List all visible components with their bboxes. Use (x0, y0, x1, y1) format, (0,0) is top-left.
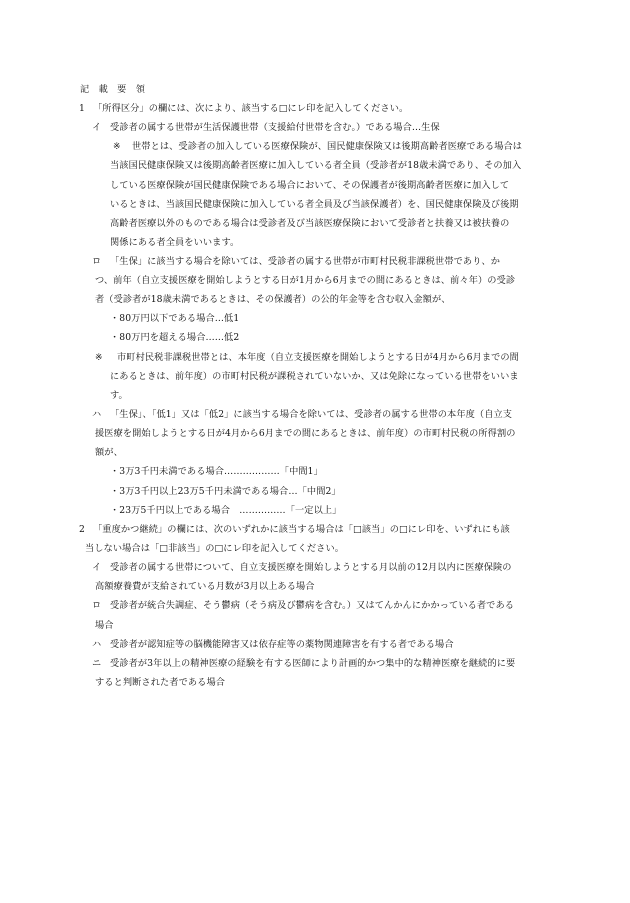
item-ha-line: 援医療を開始しようとする日が4月から6月までの間にあるときは、前年度）の市町村民税の所得割の (95, 428, 516, 439)
item-ro-line: 「生保」に該当する場合を除いては、受診者の属する世帯が市町村民税非課税世帯であり、か (110, 256, 501, 267)
item-i-note-line: 関係にある者全員をいいます。 (110, 237, 240, 248)
item-i-note-line: 高齢者医療以外のものである場合は受診者及び当該医療保険において受診者と扶養又は被扶養の (110, 218, 510, 229)
item-ha-mark: ハ (92, 409, 102, 420)
s2-item-line: 受診者の属する世帯について、自立支援医療を開始しようとする月以前の12月以内に医療保険の (110, 562, 512, 573)
item-ha-line: 「生保」、「低1」又は「低2」に該当する場合を除いては、受診者の属する世帯の本年度（自立支 (110, 409, 513, 420)
s2-item-line: 場合 (95, 620, 114, 631)
item-ro-bullet: ・80万円以下である場合…低1 (110, 313, 240, 324)
item-ro-line: つ、前年（自立支援医療を開始しようとする日が1月から6月までの間にあるときは、前々年）の受診 (95, 275, 516, 286)
s2-item-line: 受診者が統合失調症、そう鬱病（そう病及び鬱病を含む。）又はてんかんにかかっている者である (110, 600, 515, 611)
item-ha-bullet: ・23万5千円以上である場合 ……………「一定以上」 (110, 505, 342, 516)
item-ha-bullet: ・3万3千円以上23万5千円未満である場合…「中間2」 (110, 486, 341, 497)
s2-item-line: 受診者が認知症等の脳機能障害又は依存症等の薬物関連障害を有する者である場合 (110, 639, 454, 650)
item-i-note-line: いるときは、当該国民健康保険に加入している者全員及び当該保護者）を、国民健康保険及び後期 (110, 199, 519, 210)
s2-item-mark: ニ (92, 658, 102, 669)
s2-item-mark: ハ (92, 639, 102, 650)
section-1-heading: 「所得区分」の欄には、次により、該当する□にレ印を記入してください。 (93, 103, 409, 114)
section-1-number: 1 (79, 103, 85, 114)
s2-item-mark: イ (92, 562, 102, 573)
item-ro-line: 者（受診者が18歳未満であるときは、その保護者）の公的年金等を含む収入金額が、 (95, 294, 451, 305)
item-i-mark: イ (92, 122, 102, 133)
document-title: 記 載 要 領 (80, 84, 146, 95)
item-ro-note-line: 市町村民税非課税世帯とは、本年度（自立支援医療を開始しようとする日が4月から6月までの間 (117, 352, 519, 363)
section-2-heading: 当しない場合は「□非該当」の□にレ印を記入してください。 (85, 543, 345, 554)
s2-item-mark: ロ (92, 600, 102, 611)
item-ro-note-line: す。 (110, 390, 128, 401)
item-i-note-line: している医療保険が国民健康保険である場合において、その保護者が後期高齢者医療に加入して (110, 180, 510, 191)
item-i-note-line: 世帯とは、受診者の加入している医療保険が、国民健康保険又は後期高齢者医療である場合は (132, 141, 523, 152)
item-ha-line: 額が、 (95, 447, 123, 458)
item-ro-note-mark: ※ (95, 352, 103, 363)
section-2-heading: 「重度かつ継続」の欄には、次のいずれかに該当する場合は「□該当」の□にレ印を、いずれにも該 (93, 524, 510, 535)
s2-item-line: すると判断された者である場合 (95, 677, 226, 688)
section-2-number: 2 (79, 524, 85, 535)
item-i-text: 受診者の属する世帯が生活保護世帯（支援給付世帯を含む。）である場合…生保 (110, 122, 440, 133)
item-ha-bullet: ・3万3千円未満である場合………………「中間1」 (110, 466, 323, 477)
s2-item-line: 受診者が3年以上の精神医療の経験を有する医師により計画的かつ集中的な精神医療を継続的に要 (110, 658, 516, 669)
item-ro-note-line: にあるときは、前年度）の市町村民税が課税されていないか、又は免除になっている世帯をいいま (110, 371, 519, 382)
item-ro-mark: ロ (92, 256, 102, 267)
item-i-note-mark: ※ (113, 141, 121, 152)
item-i-note-line: 当該国民健康保険又は後期高齢者医療に加入している者全員（受診者が18歳未満であり、その加入 (110, 160, 522, 171)
item-ro-bullet: ・80万円を超える場合……低2 (110, 332, 240, 343)
s2-item-line: 高額療養費が支給されている月数が3月以上ある場合 (95, 581, 315, 592)
